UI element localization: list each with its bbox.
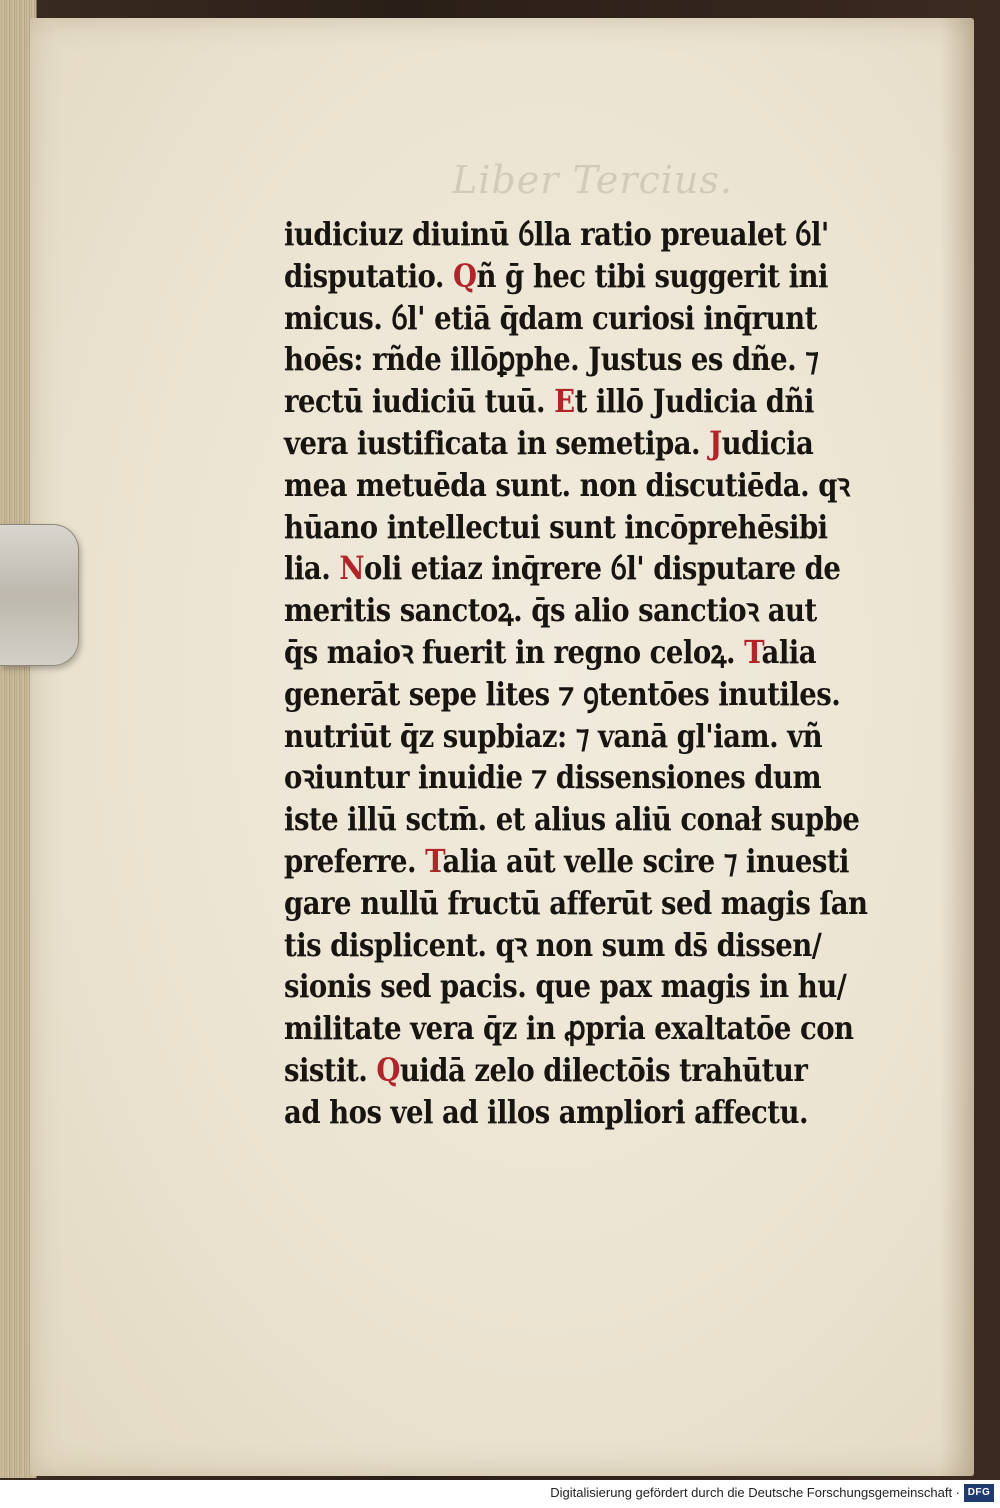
text-line: [284, 925, 822, 967]
rubricated-initial: N: [339, 549, 364, 588]
text-segment: meritis sanctoꝝ. q̄s alio sanctioꝛ aut: [284, 591, 817, 630]
footer-credit: Digitalisierung gefördert durch die Deutsche Forschungsgemeinschaft ·: [550, 1485, 960, 1500]
text-line: [284, 966, 847, 1008]
footer-bar: [0, 1480, 1000, 1508]
text-segment: rectū iudiciū tuū.: [284, 382, 555, 421]
rubricated-initial: J: [709, 423, 722, 462]
text-line: [284, 841, 849, 883]
text-line: [284, 423, 814, 465]
text-line: [284, 548, 841, 590]
text-line: [284, 256, 828, 298]
text-segment: iudiciuz diuinū ỽlla ratio preualet ỽl': [284, 215, 829, 253]
rubricated-initial: Q: [376, 1050, 400, 1089]
rubricated-initial: T: [744, 632, 762, 671]
dfg-logo-icon: DFG: [964, 1484, 994, 1502]
text-segment: sistit.: [284, 1050, 377, 1089]
text-segment: gare nullū fructū afferūt sed magis ſan: [284, 883, 868, 922]
text-segment: hoēs: rñde illōꝑphe. Justus es dñe. ⁊: [284, 340, 819, 379]
text-segment: t illō Judicia dñi: [574, 382, 814, 421]
text-segment: nutriūt q̄z supbiaz: ⁊ vanā gl'iam. vñ: [284, 716, 823, 755]
text-line: [284, 339, 819, 381]
text-line: [284, 1092, 809, 1134]
text-line: [284, 757, 822, 799]
text-segment: udicia: [721, 423, 814, 462]
book-clasp: [0, 524, 79, 666]
text-block: [284, 214, 868, 1134]
text-segment: hūano intellectui sunt incōprehēsibi: [284, 507, 828, 546]
text-line: [284, 716, 823, 758]
text-segment: lia.: [284, 549, 340, 588]
text-line: [284, 214, 829, 256]
text-line: [284, 465, 850, 507]
text-line: [284, 883, 868, 925]
text-line: [284, 507, 828, 549]
text-segment: preferre.: [284, 841, 426, 880]
text-line: [284, 298, 817, 340]
text-segment: militate vera q̄z in ꝓpria exaltatōe con: [284, 1009, 854, 1048]
text-segment: disputatio.: [284, 256, 454, 295]
running-head-showthrough: Liber Tercius.: [452, 158, 733, 202]
text-segment: ad hos vel ad illos ampliori affectu.: [284, 1092, 809, 1131]
text-segment: alia aūt velle scire ⁊ inuesti: [442, 841, 849, 880]
rubricated-initial: E: [554, 382, 575, 421]
rubricated-initial: Q: [453, 256, 477, 295]
text-segment: tis displicent. qꝛ non sum ds̄ dissen/: [284, 925, 822, 964]
text-segment: ñ ḡ hec tibi suggerit ini: [476, 256, 828, 295]
rubricated-initial: T: [425, 841, 443, 880]
text-line: [284, 590, 817, 632]
text-line: [284, 1050, 808, 1092]
text-segment: alia: [761, 632, 817, 671]
text-segment: mea metuēda sunt. non discutiēda. qꝛ: [284, 465, 850, 504]
page-gutter-shadow: [940, 18, 974, 1476]
text-line: [284, 1008, 854, 1050]
text-segment: iste illū sctm̄. et alius aliū conał supbe: [284, 800, 860, 839]
text-line: [284, 674, 841, 716]
text-segment: q̄s maioꝛ fuerit in regno celoꝝ.: [284, 632, 745, 671]
text-segment: uidā zelo dilectōis trahūtur: [399, 1050, 808, 1089]
text-line: [284, 632, 817, 674]
text-segment: sionis sed pacis. que pax magis in hu/: [284, 967, 847, 1006]
text-segment: oli etiaz inq̄rere ỽl' disputare de: [363, 549, 841, 588]
text-line: [284, 799, 860, 841]
text-line: [284, 381, 814, 423]
text-segment: generāt sepe lites ⁊ ꝯtentōes inutiles.: [284, 674, 841, 713]
text-segment: oꝛiuntur inuidie ⁊ dissensiones dum: [284, 758, 822, 797]
text-segment: micus. ỽl' etiā q̄dam curiosi inq̄runt: [284, 298, 817, 337]
text-segment: vera iustificata in semetipa.: [284, 423, 710, 462]
